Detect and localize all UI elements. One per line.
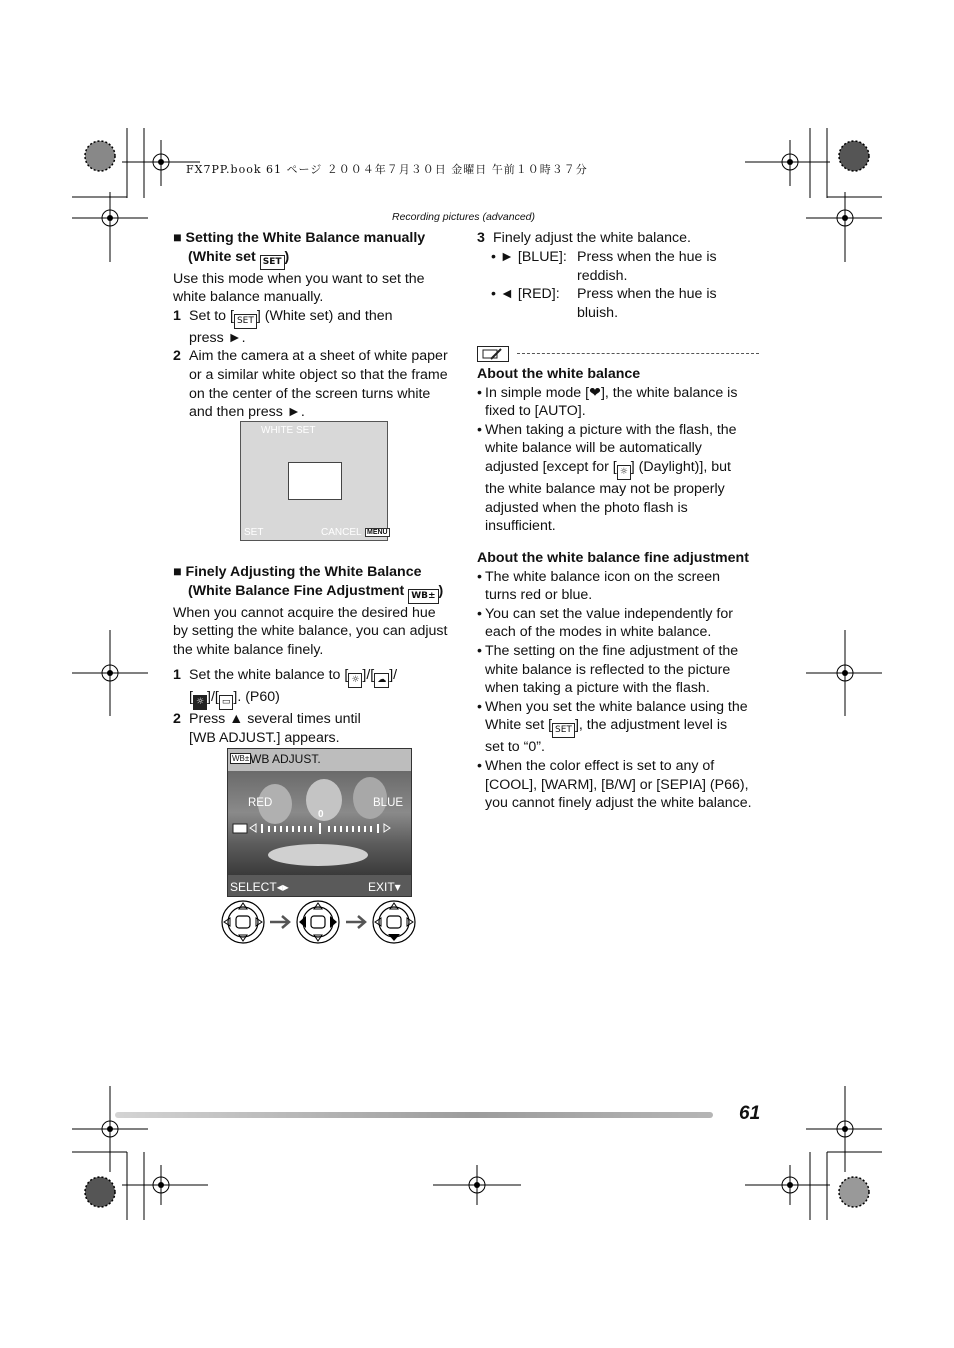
sec1-intro-1: Use this mode when you want to set the (173, 270, 425, 287)
wb-exit-label: EXIT▾ (368, 880, 401, 894)
book-info-header: FX7PP.book 61 ページ ２００４年７月３０日 金曜日 午前１０時３７分 (186, 163, 588, 176)
cake (268, 844, 368, 866)
sec2-step2: 2 Press ▲ several times until (173, 711, 361, 728)
about1-bullet-1: • In simple mode [❤], the white balance is fixed to [AUTO]. (477, 384, 767, 421)
about-fine-adjustment (477, 549, 772, 813)
white-set-icon: SET (234, 314, 257, 329)
about2-title: About the white balance fine adjustment (477, 550, 749, 566)
sec1-step2-line3: on the center of the screen turns white (189, 385, 431, 402)
white-set-screen-title: WHITE SET (261, 425, 316, 436)
sec1-step2: 2 Aim the camera at a sheet of white paper (173, 348, 448, 365)
about2-bullet-1: • The white balance icon on the screen turns red or blue. (477, 568, 772, 605)
sec2-intro-3: the white balance finely. (173, 641, 324, 658)
right-step3 (477, 229, 767, 248)
sec1-title-2: (White set (188, 248, 256, 265)
red-desc-2: bluish. (577, 304, 619, 321)
sec1-title-close: ) (284, 248, 290, 265)
blue-key: • ► [BLUE]: (491, 249, 567, 265)
sec1-title-1: Setting the White Balance manually (185, 230, 426, 246)
sec2-marker: ■ (173, 564, 182, 580)
sec2-step1: 1 Set the white balance to [ ☼ ]/[ ☁ ]/ (173, 666, 468, 688)
sec1-step1: 1 Set to [ SET ] (White set) and then (173, 307, 463, 329)
about1-bullet-2: • When taking a picture with the flash, the white balance will be automatically adjusted [except for [ ☼ ] (Daylight)], but the white balance may not be properly adjusted when the photo flash is insufficient. (477, 421, 767, 536)
wb-zero-label: 0 (318, 809, 324, 820)
sec2-block (173, 563, 468, 748)
step3-text: Finely adjust the white balance. (493, 230, 691, 246)
wb-select-label: SELECT◂▸ (230, 880, 289, 894)
sec2-intro-2: by setting the white balance, you can adjust (173, 623, 448, 640)
sec2-step1-cont: [ ☼ ]/[ ▭ ]. (P60) (173, 688, 468, 710)
blue-desc-1: Press when the hue is (577, 249, 717, 265)
about2-bullet-3: • The setting on the fine adjustment of the white balance is reflected to the picture when taking a picture with the flash. (477, 642, 772, 698)
menu-button-icon: MENU (367, 529, 388, 536)
white-set-frame (288, 462, 342, 500)
note-icon (477, 346, 509, 362)
daylight-icon: ☼ (348, 673, 362, 688)
red-desc (577, 285, 717, 322)
sec1-step2-line4: and then press ►. (189, 404, 305, 421)
page-number: 61 (739, 1103, 761, 1124)
about1-title: About the white balance (477, 366, 641, 382)
cursor-button-sequence (220, 898, 420, 946)
red-key: • ◄ [RED]: (491, 286, 560, 302)
red-desc-1: Press when the hue is (577, 286, 717, 302)
wb-adjust-scale (228, 821, 411, 837)
blue-desc-2: reddish. (577, 267, 628, 284)
white-set-icon: SET (260, 255, 285, 270)
sec1-marker: ■ (173, 230, 182, 246)
step3-number: 3 (477, 230, 485, 246)
sec1-step2-line2: or a similar white object so that the frame (189, 366, 448, 383)
white-set-icon: SET (552, 723, 575, 738)
sec2-title-close: ) (438, 582, 444, 599)
section-header: Recording pictures (advanced) (392, 211, 535, 223)
wb-adjust-screen (227, 748, 412, 897)
sec2-step2-cont: [WB ADJUST.] appears. (189, 729, 340, 746)
sec2-intro-1: When you cannot acquire the desired hue (173, 604, 436, 621)
note-dashed-rule (517, 353, 759, 354)
wb-screen-title: WB ADJUST. (250, 752, 321, 766)
about-white-balance (477, 365, 767, 536)
wb-blue-label: BLUE (373, 797, 404, 809)
about2-bullet-4: • When you set the white balance using the White set [ SET ], the adjustment level is set to “0”. (477, 698, 772, 757)
sec1-intro-2: white balance manually. (173, 289, 324, 306)
cloudy-icon: ☁ (374, 673, 389, 688)
sec1-heading (173, 229, 463, 422)
white-set-screen-set: SET (244, 527, 264, 538)
sec2-title-2: (White Balance Fine Adjustment (188, 582, 405, 599)
sec1-step1-cont: press ►. (189, 329, 246, 346)
white-set-screen-cancel: CANCEL (321, 527, 362, 538)
white-set-icon: ▭ (219, 695, 234, 710)
sec2-title-1: Finely Adjusting the White Balance (185, 564, 422, 580)
child-face-2 (306, 779, 342, 821)
about2-bullet-5: • When the color effect is set to any of [COOL], [WARM], [B/W] or [SEPIA] (P66), you cannot finely adjust the white balance. (477, 757, 772, 813)
footer-bar (115, 1112, 713, 1118)
daylight-icon: ☼ (617, 465, 631, 480)
wb-adjust-icon: WB± (408, 589, 438, 604)
wb-adjust-icon: WB± (232, 754, 250, 763)
wb-red-label: RED (248, 797, 273, 809)
shade-icon: ☼ (193, 695, 207, 710)
white-set-screen (240, 421, 388, 541)
blue-desc (577, 248, 717, 285)
heart-icon: ❤ (589, 384, 601, 401)
about2-bullet-2: • You can set the value independently for each of the modes in white balance. (477, 605, 772, 642)
